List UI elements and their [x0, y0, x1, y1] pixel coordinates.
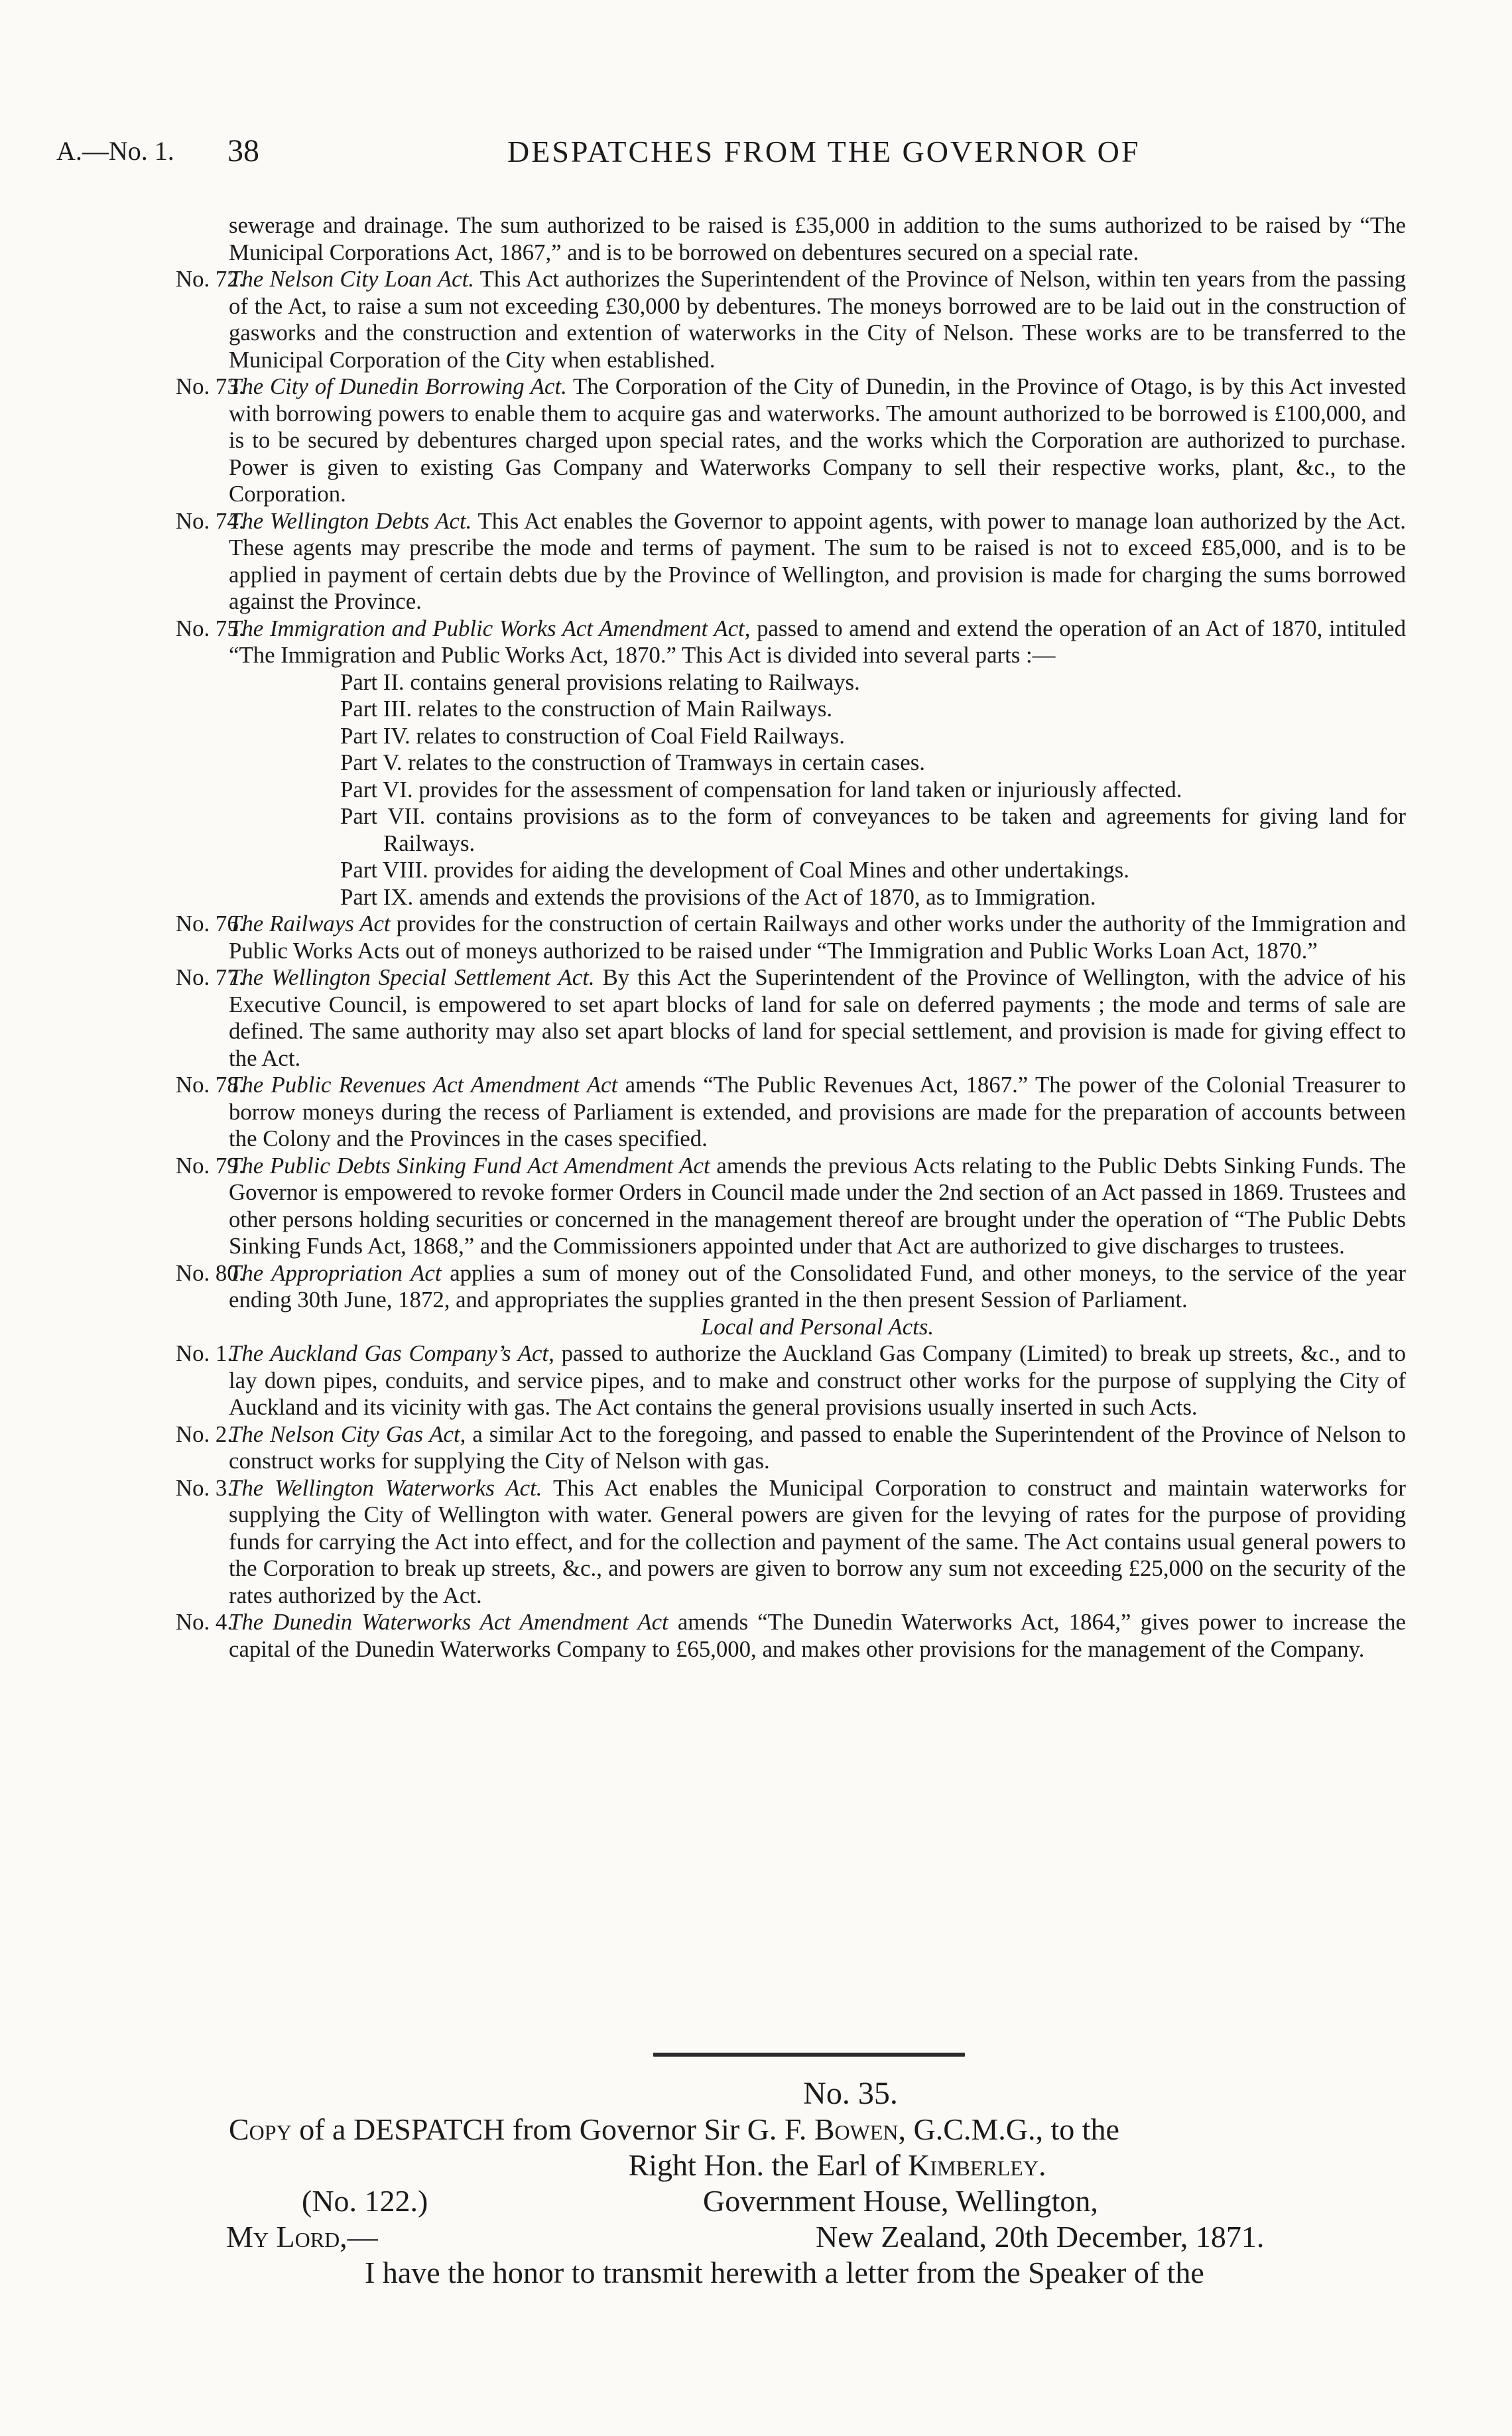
letter-opening: I have the honor to transmit herewith a letter from the Speaker of the	[365, 2256, 1204, 2289]
act-number: No. 79.	[176, 1152, 245, 1179]
recipient-suffix: .	[1038, 2148, 1046, 2182]
page-header	[56, 133, 1456, 172]
despatch-reference-row	[229, 2183, 1406, 2219]
act-description: This Act enables the Governor to appoint agents, with power to manage loan authorized by the Act. These agents may prescribe the mode and terms of payment. The sum to be raised is not to exceed £85,000, and is to be applied in payment of certain debts due by the Province of Wellington, and provision is made for charging the sums borrowed against the Province.	[229, 507, 1406, 614]
act-entry	[176, 1474, 1406, 1610]
act-title: The Nelson City Loan Act.	[229, 266, 474, 292]
act-number: No. 78.	[176, 1072, 245, 1098]
act-number: No. 80.	[176, 1259, 245, 1286]
act-title: The Appropriation Act	[229, 1259, 442, 1286]
list-item: Part V. relates to the construction of Tramways in certain cases.	[340, 749, 925, 775]
running-title: DESPATCHES FROM THE GOVERNOR OF	[507, 135, 1141, 168]
act-title: The Auckland Gas Company’s Act,	[229, 1340, 554, 1366]
section-reference: A.—No. 1.	[56, 136, 174, 166]
act-entry	[176, 1340, 1407, 1421]
act-title: The Public Debts Sinking Fund Act Amendment Act	[229, 1152, 710, 1179]
act-entry	[176, 911, 1406, 964]
act-entry	[176, 615, 1407, 669]
act-title: The Nelson City Gas Act,	[229, 1421, 466, 1447]
act-entry	[176, 373, 1406, 508]
act-number: No. 3.	[176, 1474, 233, 1501]
act-description: This Act authorizes the Superintendent of the Province of Nelson, within ten years from the passing of the Act, to raise a sum not exceeding £30,000 by debentures. The moneys borrowed are to be laid out in the construction of gasworks and the construction and extention of waterworks in the City of Nelson. These works are to be transferred to the Municipal Corporation of the City when established.	[229, 266, 1406, 373]
despatch-number: No. 35.	[803, 2076, 898, 2111]
act-title: The City of Dunedin Borrowing Act.	[229, 373, 567, 399]
act-number: No. 4.	[176, 1609, 233, 1635]
list-item: Part II. contains general provisions relating to Railways.	[340, 669, 860, 695]
act-entry	[176, 1421, 1407, 1475]
act-title: The Wellington Waterworks Act.	[229, 1474, 542, 1501]
act-number: No. 76.	[176, 911, 245, 936]
copy-word: Copy	[229, 2112, 292, 2146]
act-description: amends “The Dunedin Waterworks Act, 1864,” gives power to increase the capital of the Dunedin Waterworks Company to £65,000, and makes other provisions for the management of the Company.	[229, 1609, 1406, 1662]
act-description: This Act enables the Municipal Corporation to construct and maintain waterworks for supplying the City of Wellington with water. General powers are given for the levying of rates for the purpose of providing funds for carrying the Act into effect, and for the collection and payment of the same. The Act contains usual general powers to the Corporation to break up streets, &c., and powers are given to borrow any sum not exceeding £25,000 on the security of the rates authorized by the Act.	[229, 1474, 1406, 1608]
despatch-place: Government House, Wellington,	[703, 2184, 1098, 2218]
act-description: applies a sum of money out of the Consolidated Fund, and other moneys, to the service of the year ending 30th June, 1872, and appropriates the supplies granted in the then present Session of Parliament.	[229, 1259, 1407, 1313]
act-description: By this Act the Superintendent of the Province of Wellington, with the advice of his Executive Council, is empowered to set apart blocks of land for sale on deferred payments ; the mode and terms of sale are defined. The same authority may also set apart blocks of land for special settlement, and provision is made for giving effect to the Act.	[229, 964, 1407, 1071]
list-item: Part IX. amends and extends the provisions of the Act of 1870, as to Immigration.	[340, 883, 1096, 910]
section-heading: Local and Personal Acts.	[700, 1313, 934, 1340]
recipient-name: Kimberley	[908, 2148, 1039, 2182]
governor-name: Bowen	[814, 2112, 899, 2146]
act-title: The Wellington Special Settlement Act.	[229, 964, 595, 990]
despatch-salutation-row	[226, 2219, 1406, 2255]
act-title: The Public Revenues Act Amendment Act	[229, 1072, 618, 1098]
act-entry	[176, 1609, 1406, 1663]
despatch-title-text: of a DESPATCH from Governor Sir G. F.	[299, 2112, 807, 2146]
despatch-reference: (No. 122.)	[302, 2184, 428, 2218]
act-description: amends “The Public Revenues Act, 1867.” The power of the Colonial Treasurer to borrow moneys during the recess of Parliament is extended, and provisions are made for the preparation of accounts between the Colony and the Provinces in the cases specified.	[229, 1072, 1406, 1151]
despatch-title	[229, 2112, 1406, 2148]
list-item: Part III. relates to the construction of Main Railways.	[340, 696, 833, 722]
document-body	[176, 212, 1407, 1663]
act-description: passed to authorize the Auckland Gas Company (Limited) to break up streets, &c., and to lay down pipes, conduits, and service pipes, and to make and construct other works for the purpose of supplying the City of Auckland and its vicinity with gas. The Act contains the general provisions usually inserted in such Acts.	[229, 1340, 1407, 1420]
salutation: My Lord,—	[226, 2220, 378, 2254]
intro-paragraph: sewerage and drainage. The sum authorized to be raised is £35,000 in addition to the sums authorized to be raised by “The Municipal Corporations Act, 1867,” and is to be borrowed on debentures secured on a special rate.	[229, 212, 1406, 265]
act-description: The Corporation of the City of Dunedin, in the Province of Otago, is by this Act invested with borrowing powers to enable them to acquire gas and waterworks. The amount authorized to be borrowed is £100,000, and is to be secured by debentures charged upon special rates, and the works which the Corporation are authorized to purchase. Power is given to existing Gas Company and Waterworks Company to sell their respective works, plant, &c., to the Corporation.	[229, 373, 1406, 507]
act-number: No. 75.	[176, 615, 245, 641]
act-number: No. 74.	[176, 507, 245, 534]
list-item: Part IV. relates to construction of Coal Field Railways.	[340, 722, 845, 749]
act-description: amends the previous Acts relating to the Public Debts Sinking Funds. The Governor is empowered to revoke former Orders in Council made under the 2nd section of an Act passed in 1869. Trustees and other persons holding securities or concerned in the management thereof are brought under the operation of “The Public Debts Sinking Funds Act, 1868,” and the Commissioners appointed under that Act are authorized to give discharges to trustees.	[229, 1152, 1406, 1259]
despatch-title-tail: , G.C.M.G., to the	[898, 2112, 1119, 2146]
act-number: No. 1.	[176, 1340, 233, 1366]
act-entry	[176, 1259, 1407, 1314]
act-number: No. 2.	[176, 1421, 233, 1447]
act-entry	[176, 1152, 1406, 1260]
act-number: No. 72.	[176, 266, 245, 292]
act-description: a similar Act to the foregoing, and passed to enable the Superintendent of the Province of Nelson to construct works for supplying the City of Nelson with gas.	[229, 1421, 1407, 1474]
section-divider	[653, 2053, 965, 2057]
list-item: Part VII. contains provisions as to the form of conveyances to be taken and agreements for giving land for Railways.	[340, 803, 1406, 856]
act-parts-list	[340, 669, 1406, 911]
page-number: 38	[227, 133, 259, 168]
despatch-date: New Zealand, 20th December, 1871.	[816, 2220, 1265, 2254]
list-item: Part VIII. provides for aiding the development of Coal Mines and other undertakings.	[340, 857, 1129, 883]
list-item: Part VI. provides for the assessment of compensation for land taken or injuriously affected.	[340, 776, 1182, 802]
act-entry	[176, 1072, 1406, 1153]
act-description: passed to amend and extend the operation of an Act of 1870, intituled “The Immigration and Public Works Act, 1870.” This Act is divided into several parts :—	[229, 615, 1407, 668]
act-title: The Immigration and Public Works Act Amendment Act,	[229, 615, 751, 641]
act-title: The Wellington Debts Act.	[229, 507, 472, 534]
act-entry	[176, 266, 1406, 373]
act-number: No. 77.	[176, 964, 245, 990]
act-entry	[176, 507, 1406, 615]
act-entry	[176, 964, 1407, 1072]
recipient-prefix: Right Hon. the Earl of	[628, 2148, 901, 2182]
act-number: No. 73.	[176, 373, 245, 399]
act-description: provides for the construction of certain Railways and other works under the authority of the Immigration and Public Works Acts out of moneys authorized to be raised under “The Immigration and Public Works Loan Act, 1870.”	[229, 911, 1406, 964]
act-title: The Railways Act	[229, 911, 391, 936]
despatch-section	[226, 2076, 1406, 2291]
act-title: The Dunedin Waterworks Act Amendment Act	[229, 1609, 668, 1635]
despatch-recipient	[229, 2148, 1406, 2183]
